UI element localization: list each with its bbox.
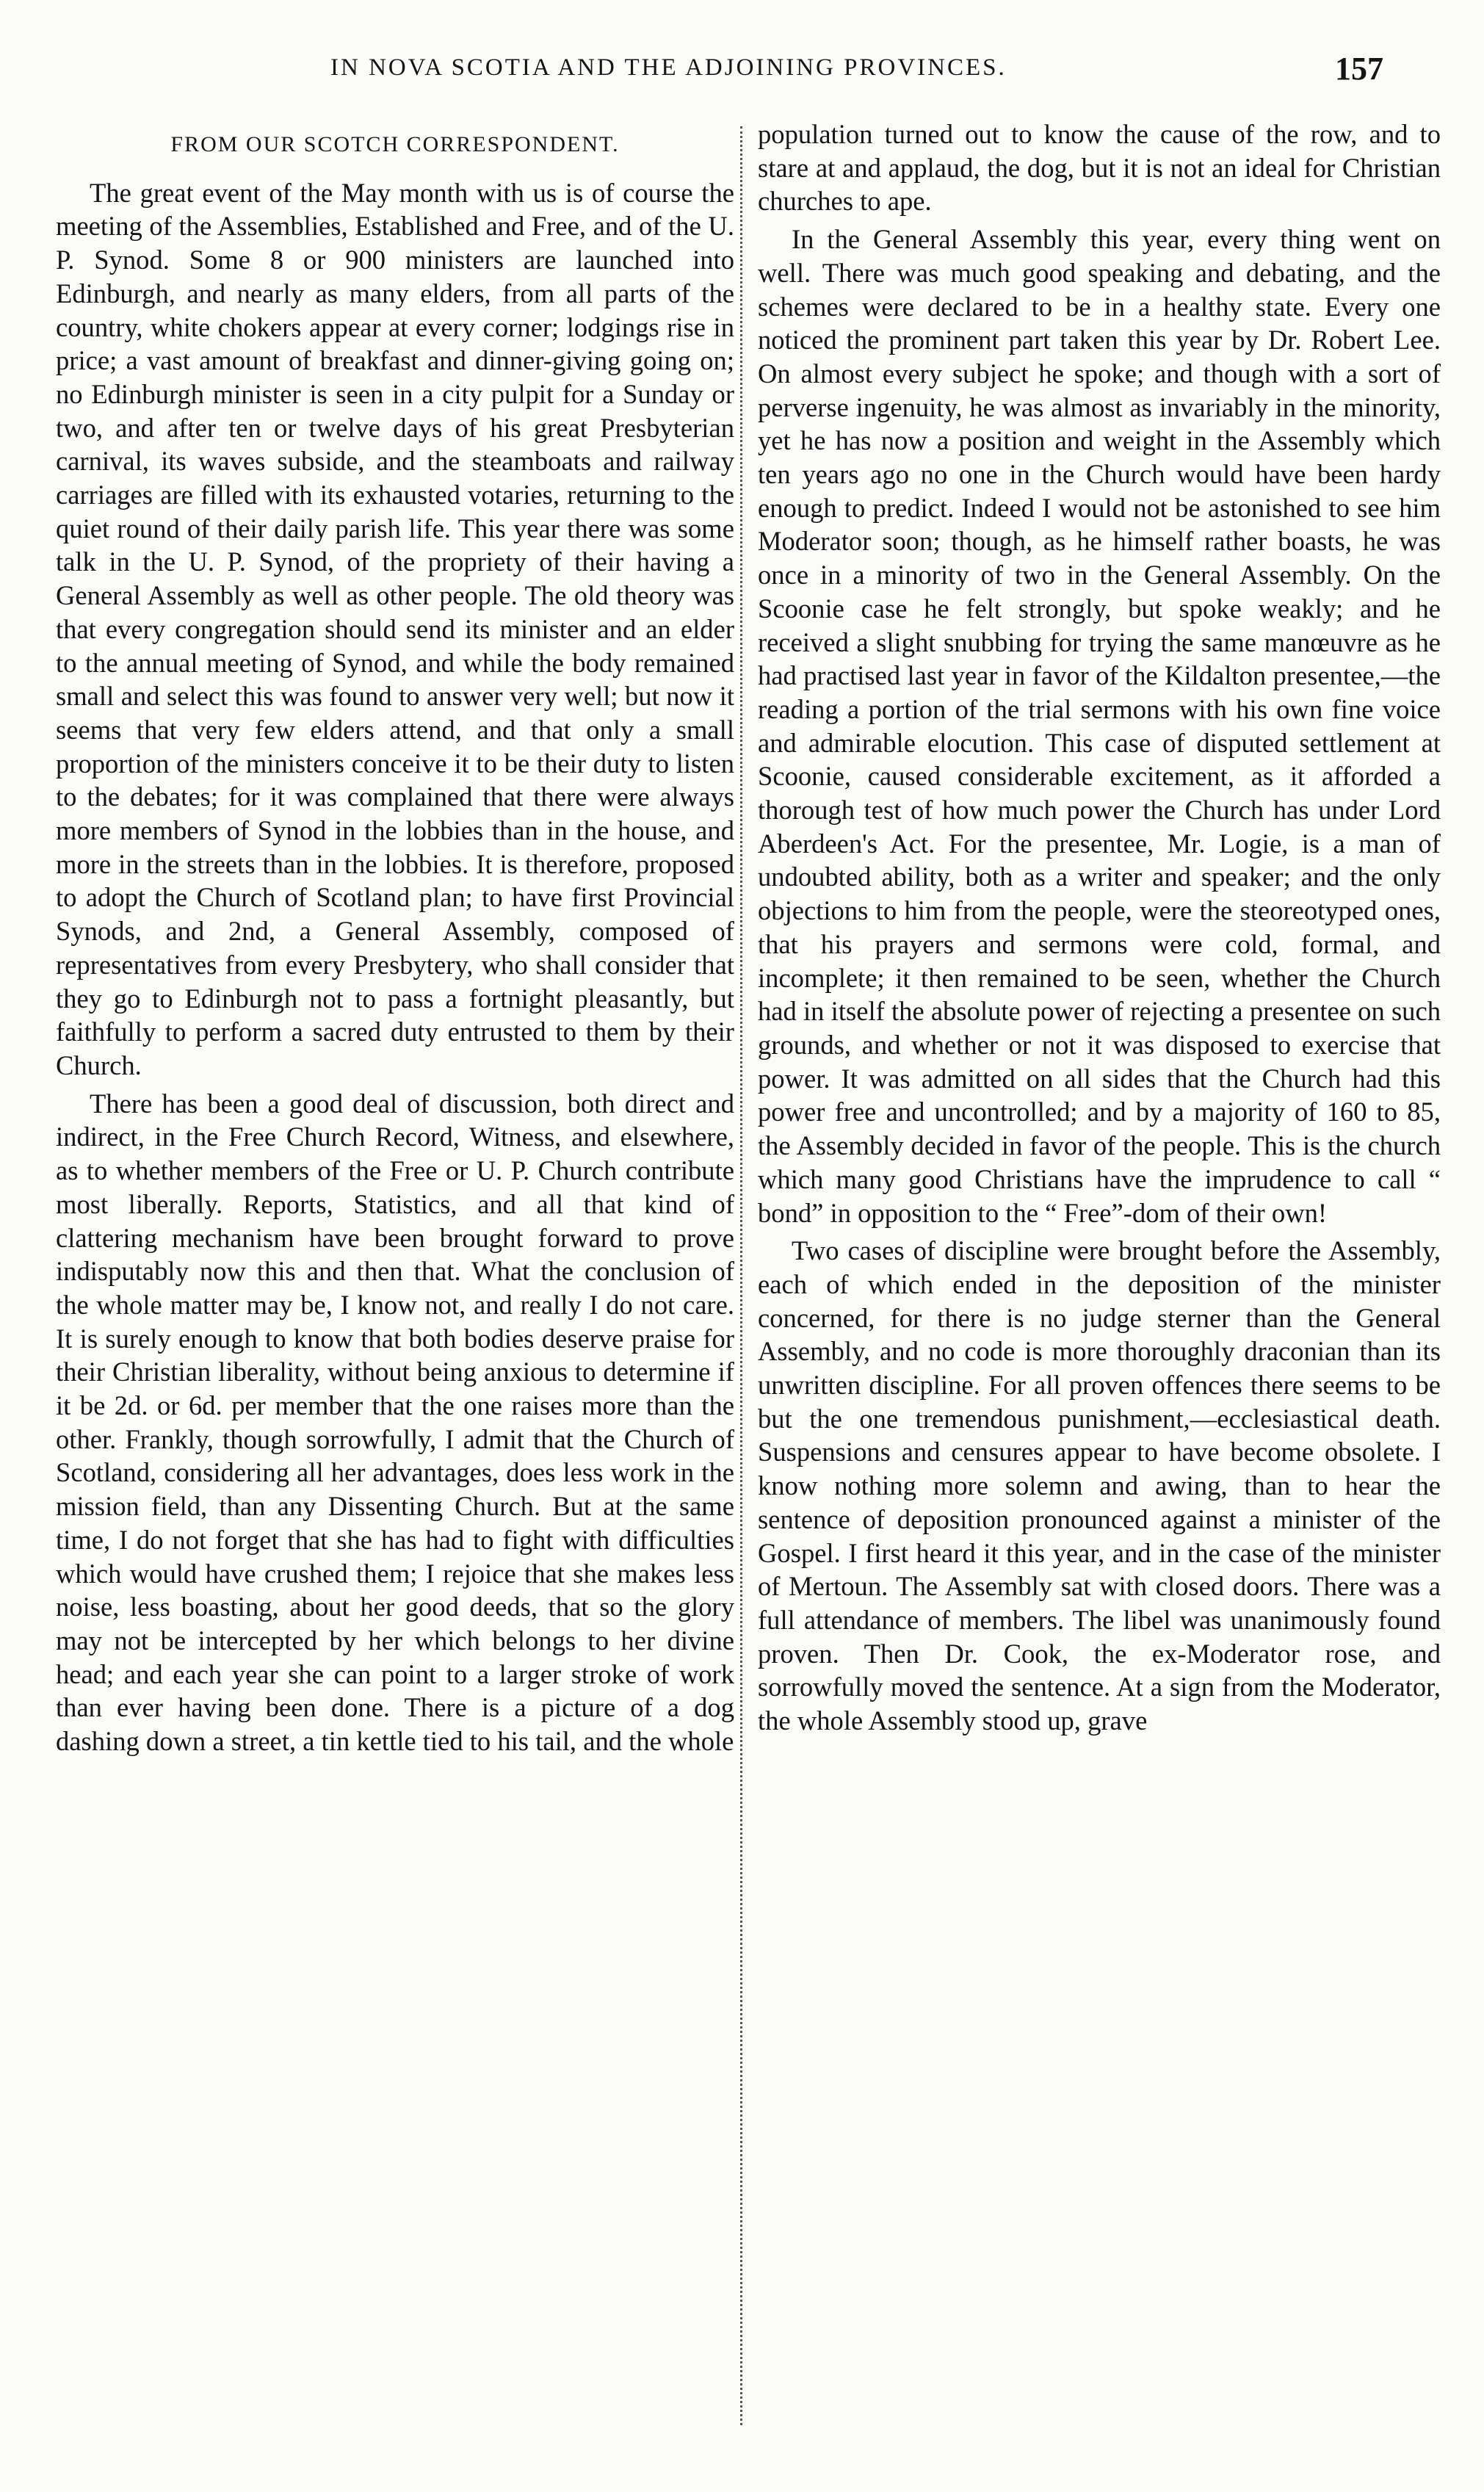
- paragraph: In the General Assembly this year, every thing went on well. There was much good speaking and debating, and the schemes were declared to be in a healthy state. Every one noticed the prominent part taken this year by Dr. Robert Lee. On almost every subject he spoke; and though with a sort of perverse ingenuity, he was almost as invariably in the minority, yet he has now a position and weight in the Assembly which ten years ago no one in the Church would have been hardy enough to predict. Indeed I would not be astonished to see him Moderator soon; though, as he himself rather boasts, he was once in a minority of two in the General Assembly. On the Scoonie case he felt strongly, but spoke weakly; and he received a slight snubbing for trying the same manœuvre as he had practised last year in favor of the Kildalton presentee,—the reading a portion of the trial sermons with his own fine voice and admirable elocution. This case of disputed settlement at Scoonie, caused considerable excitement, as it afforded a thorough test of how much power the Church has under Lord Aberdeen's Act. For the presentee, Mr. Logie, is a man of undoubted ability, both as a writer and speaker; and the only objections to him from the people, were the steoreotyped ones, that his prayers and sermons were cold, formal, and incomplete; it then remained to be seen, whether the Church had in itself the absolute power of rejecting a presentee on such grounds, and whether or not it was disposed to exercise that power. It was admitted on all sides that the Church had this power free and uncontrolled; and by a majority of 160 to 85, the Assembly decided in favor of the people. This is the church which many good Christians have the imprudence to call “ bond” in opposition to the “ Free”-dom of their own!: [758, 224, 1441, 1228]
- left-column: [56, 118, 734, 1758]
- article-heading: FROM OUR SCOTCH CORRESPONDENT.: [170, 132, 620, 156]
- page-number: 157: [1335, 51, 1383, 87]
- paragraph: There has been a good deal of discussion, both direct and indirect, in the Free Church Record, Witness, and elsewhere, as to whether members of the Free or U. P. Church contribute most liberally. Reports, Statistics, and all that kind of clattering mechanism have been brought forward to prove indisputably now this and then that. What the conclusion of the whole matter may be, I know not, and really I do not care. It is surely enough to know that both bodies deserve praise for their Christian liberality, without being anxious to determine if it be 2d. or 6d. per member that the one raises more than the other. Frankly, though sorrowfully, I admit that the Church of Scotland, considering all her advantages, does less work in the mission field, than any Dissenting Church. But at the same time, I do not forget that she has had to fight with difficulties which would have crushed them; I rejoice that she makes less noise, less boasting, about her good deeds, that so the glory may not be intercepted by her which belongs to her divine head; and each year she can point to a larger stroke of work than ever having been done. There is a picture of a dog dashing down a street, a tin kettle tied to his tail, and the whole: [56, 1088, 734, 1757]
- running-title: IN NOVA SCOTIA AND THE ADJOINING PROVINCES.: [330, 54, 1007, 81]
- paragraph: The great event of the May month with us is of course the meeting of the Assemblies, Established and Free, and of the U. P. Synod. Some 8 or 900 ministers are launched into Edinburgh, and nearly as many elders, from all parts of the country, white chokers appear at every corner; lodgings rise in price; a vast amount of breakfast and dinner-giving going on; no Edinburgh minister is seen in a city pulpit for a Sunday or two, and after ten or twelve days of his great Presbyterian carnival, its waves subside, and the steamboats and railway carriages are filled with its exhausted votaries, returning to the quiet round of their daily parish life. This year there was some talk in the U. P. Synod, of the propriety of their having a General Assembly as well as other people. The old theory was that every congregation should send its minister and an elder to the annual meeting of Synod, and while the body remained small and select this was found to answer very well; but now it seems that very few elders attend, and that only a small proportion of the ministers conceive it to be their duty to listen to the debates; for it was complained that there were always more members of Synod in the lobbies than in the house, and more in the streets than in the lobbies. It is therefore, proposed to adopt the Church of Scotland plan; to have first Provincial Synods, and 2nd, a General Assembly, composed of representatives from every Presbytery, who shall consider that they go to Edinburgh not to pass a fortnight pleasantly, but faithfully to perform a sacred duty entrusted to them by their Church.: [56, 177, 734, 1080]
- right-column: [758, 118, 1441, 1738]
- paragraph: population turned out to know the cause of the row, and to stare at and applaud, the dog, but it is not an ideal for Christian churches to ape.: [758, 119, 1441, 217]
- column-divider: [740, 126, 742, 2425]
- paragraph: Two cases of discipline were brought before the Assembly, each of which ended in the deposition of the minister concerned, for there is no judge sterner than the General Assembly, and no code is more thoroughly draconian than its unwritten discipline. For all proven offences there seems to be but the one tremendous punishment,—ecclesiastical death. Suspensions and censures appear to have become obsolete. I know nothing more solemn and awing, than to hear the sentence of deposition pronounced against a minister of the Gospel. I first heard it this year, and in the case of the minister of Mertoun. The Assembly sat with closed doors. There was a full attendance of members. The libel was unanimously found proven. Then Dr. Cook, the ex-Moderator rose, and sorrowfully moved the sentence. At a sign from the Moderator, the whole Assembly stood up, grave: [758, 1235, 1441, 1736]
- running-head: [0, 50, 1484, 97]
